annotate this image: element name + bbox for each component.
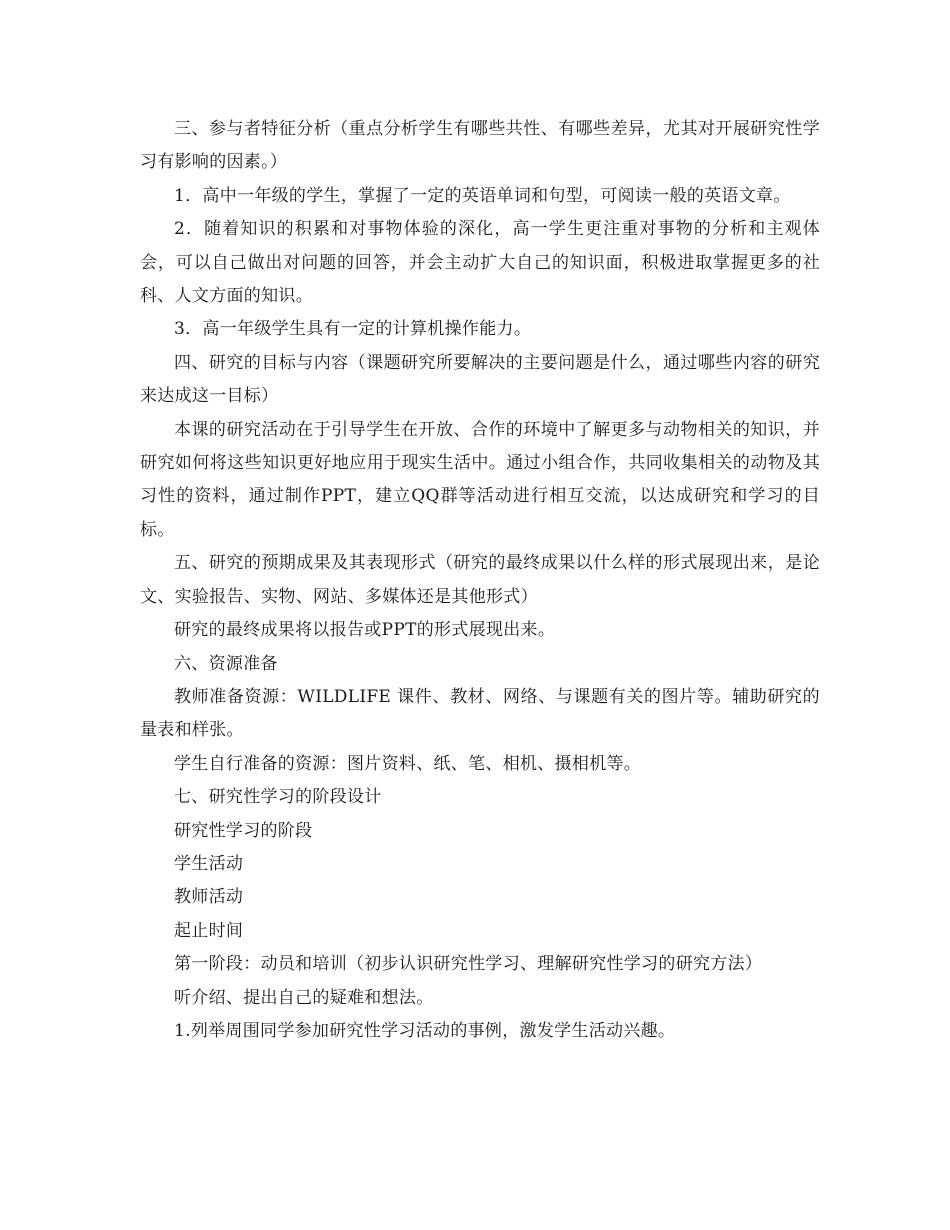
section-heading-expected-results: 五、研究的预期成果及其表现形式（研究的最终成果以什么样的形式展现出来，是论文、实验报告、实物、网站、多媒体还是其他形式） bbox=[140, 553, 820, 607]
stage-one-title: 第一阶段：动员和培训（初步认识研究性学习、理解研究性学习的研究方法） bbox=[174, 954, 763, 975]
stage-one-teacher-activity: 1.列举周围同学参加研究性学习活动的事例，激发学生活动兴趣。 bbox=[174, 1020, 676, 1041]
document-body bbox=[140, 113, 820, 1048]
paragraph-item-1: 1．高中一年级的学生，掌握了一定的英语单词和句型，可阅读一般的英语文章。 bbox=[174, 185, 791, 206]
paragraph-item-2: 2．随着知识的积累和对事物体验的深化，高一学生更注重对事物的分析和主观体会，可以自己做出对问题的回答，并会主动扩大自己的知识面，积极进取掌握更多的社科、人文方面的知识。 bbox=[140, 219, 820, 307]
section-heading-participant-analysis: 三、参与者特征分析（重点分析学生有哪些共性、有哪些差异，尤其对开展研究性学习有影响的因素。） bbox=[140, 119, 820, 173]
table-header-time: 起止时间 bbox=[174, 920, 244, 941]
section-heading-stage-design: 七、研究性学习的阶段设计 bbox=[174, 787, 382, 808]
paragraph-final-result: 研究的最终成果将以报告或PPT的形式展现出来。 bbox=[174, 620, 556, 641]
paragraph-item-3: 3．高一年级学生具有一定的计算机操作能力。 bbox=[174, 319, 532, 340]
section-heading-resources: 六、资源准备 bbox=[174, 653, 278, 674]
paragraph-research-activity: 本课的研究活动在于引导学生在开放、合作的环境中了解更多与动物相关的知识，并研究如何将这些知识更好地应用于现实生活中。通过小组合作，共同收集相关的动物及其习性的资料，通过制作PPT，建立QQ群等活动进行相互交流，以达成研究和学习的目标。 bbox=[140, 419, 820, 540]
stage-one-student-activity: 听介绍、提出自己的疑难和想法。 bbox=[174, 987, 434, 1008]
table-header-student-activity: 学生活动 bbox=[174, 853, 244, 874]
paragraph-student-resources: 学生自行准备的资源：图片资料、纸、笔、相机、摄相机等。 bbox=[174, 753, 642, 774]
section-heading-goals-content: 四、研究的目标与内容（课题研究所要解决的主要问题是什么，通过哪些内容的研究来达成这一目标） bbox=[140, 352, 820, 407]
table-header-teacher-activity: 教师活动 bbox=[174, 887, 244, 908]
paragraph-teacher-resources: 教师准备资源：WILDLIFE 课件、教材、网络、与课题有关的图片等。辅助研究的量表和样张。 bbox=[140, 686, 820, 741]
table-header-stage: 研究性学习的阶段 bbox=[174, 820, 313, 841]
